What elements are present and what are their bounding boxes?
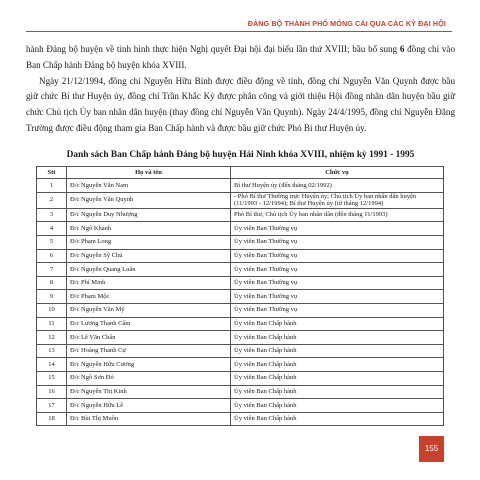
table-row — [37, 317, 444, 331]
row-number: 14 — [37, 358, 67, 372]
table-row — [37, 263, 444, 277]
committee-table — [36, 166, 444, 426]
row-name: Đ/c Hoàng Thanh Cự — [67, 344, 231, 358]
row-number: 11 — [37, 317, 67, 331]
row-name: Đ/c Nguyễn Hữu Cương — [67, 358, 231, 372]
row-role: Ủy viên Ban Chấp hành — [231, 385, 444, 399]
row-name: Đ/c Nguyễn Văn Mỹ — [67, 303, 231, 317]
row-role: Ủy viên Ban Chấp hành — [231, 358, 444, 372]
row-number: 16 — [37, 385, 67, 399]
row-role: Phó Bí thư, Chủ tịch Ủy ban nhân dân (đến tháng 11/1993) — [231, 208, 444, 222]
row-number: 6 — [37, 249, 67, 263]
row-name: Đ/c Bùi Thị Muôn — [67, 412, 231, 426]
row-role: Ủy viên Ban Chấp hành — [231, 371, 444, 385]
header-rule — [26, 31, 452, 32]
row-role: Ủy viên Ban Thường vụ — [231, 303, 444, 317]
row-name: Đ/c Ngô Khanh — [67, 222, 231, 236]
row-number: 12 — [37, 331, 67, 345]
row-name: Đ/c Phạm Mộc — [67, 290, 231, 304]
table-title: Danh sách Ban Chấp hành Đảng bộ huyện Hải Ninh khóa XVIII, nhiệm kỳ 1991 - 1995 — [66, 150, 415, 160]
row-name: Đ/c Lương Thanh Cẩm — [67, 317, 231, 331]
row-name: Đ/c Lê Văn Chấn — [67, 331, 231, 345]
body-text — [26, 42, 455, 137]
row-number: 13 — [37, 344, 67, 358]
table-row — [37, 344, 444, 358]
table-row — [37, 331, 444, 345]
paragraph-1-tail: đồng chí vào Ban Chấp hành Đảng bộ huyện khóa XVIII. — [26, 44, 455, 70]
table-row — [37, 358, 444, 372]
row-number: 15 — [37, 371, 67, 385]
row-role: Bí thư Huyện ủy (đến tháng 02/1992) — [231, 179, 444, 193]
header-name: Họ và tên — [67, 167, 231, 179]
row-name: Đ/c Phí Minh — [67, 276, 231, 290]
row-role: Ủy viên Ban Thường vụ — [231, 263, 444, 277]
table-header-row — [37, 167, 444, 179]
row-number: 8 — [37, 276, 67, 290]
header-stt: Stt — [37, 167, 67, 179]
running-header: ĐẢNG BỘ THÀNH PHỐ MÓNG CÁI QUA CÁC KỲ ĐẠI HỘI — [247, 19, 446, 28]
table-row — [37, 249, 444, 263]
row-name: Đ/c Phạm Long — [67, 235, 231, 249]
row-number: 18 — [37, 412, 67, 426]
row-role: Ủy viên Ban Chấp hành — [231, 412, 444, 426]
row-name: Đ/c Nguyễn Sỹ Chủ — [67, 249, 231, 263]
table-row — [37, 412, 444, 426]
row-number: 7 — [37, 263, 67, 277]
row-role: Ủy viên Ban Chấp hành — [231, 331, 444, 345]
table-row — [37, 276, 444, 290]
row-number: 17 — [37, 399, 67, 413]
table-row — [37, 235, 444, 249]
row-number: 3 — [37, 208, 67, 222]
row-number: 9 — [37, 290, 67, 304]
table-row — [37, 399, 444, 413]
row-role: Ủy viên Ban Thường vụ — [231, 249, 444, 263]
table-row — [37, 208, 444, 222]
table-row — [37, 290, 444, 304]
table-row — [37, 303, 444, 317]
row-role: Ủy viên Ban Thường vụ — [231, 222, 444, 236]
table-row — [37, 385, 444, 399]
row-role: - Phó Bí thư Thường trực Huyện ủy; Chủ tịch Ủy ban nhân dân huyện (11/1993 - 12/1994); Bí thư Huyện ủy (từ tháng 12/1994) — [231, 192, 444, 208]
row-role: Ủy viên Ban Chấp hành — [231, 399, 444, 413]
row-role: Ủy viên Ban Thường vụ — [231, 235, 444, 249]
row-name: Đ/c Nguyễn Hữu Lễ — [67, 399, 231, 413]
paragraph-2 — [26, 74, 455, 137]
row-name: Đ/c Nguyễn Thị Kinh — [67, 385, 231, 399]
row-role: Ủy viên Ban Thường vụ — [231, 276, 444, 290]
table-body — [37, 179, 444, 426]
page-number: 155 — [419, 436, 444, 462]
row-name: Đ/c Nguyễn Văn Nam — [67, 179, 231, 193]
row-name: Đ/c Ngô Sơn Đỏ — [67, 371, 231, 385]
header-role: Chức vụ — [231, 167, 444, 179]
row-number: 5 — [37, 235, 67, 249]
row-role: Ủy viên Ban Chấp hành — [231, 344, 444, 358]
row-name: Đ/c Nguyễn Duy Nhượng — [67, 208, 231, 222]
table-row — [37, 371, 444, 385]
row-number: 4 — [37, 222, 67, 236]
paragraph-1-bold: 6 — [399, 44, 405, 54]
paragraph-1 — [26, 42, 455, 74]
row-role: Ủy viên Ban Chấp hành — [231, 317, 444, 331]
row-role: Ủy viên Ban Thường vụ — [231, 290, 444, 304]
table-row — [37, 179, 444, 193]
table-row — [37, 192, 444, 208]
row-name: Đ/c Nguyễn Quang Luân — [67, 263, 231, 277]
row-name: Đ/c Nguyễn Văn Quynh — [67, 192, 231, 208]
paragraph-1-text: hành Đảng bộ huyện về tình hình thực hiện Nghị quyết Đại hội đại biểu lần thứ XVIII; bầu bổ sung — [26, 44, 400, 54]
row-number: 10 — [37, 303, 67, 317]
row-number: 1 — [37, 179, 67, 193]
row-number: 2 — [37, 192, 67, 208]
table-row — [37, 222, 444, 236]
paragraph-2-text: Ngày 21/12/1994, đồng chí Nguyễn Hữu Bính được điều động về tỉnh, đồng chí Nguyễn Văn Quynh được bầu giữ chức Bí thư Huyện ủy, đồng chí Trần Khắc Kỷ được phân công và giới thiệu Hội đồng nhân dân huyện bầu giữ chức Chủ tịch Ủy ban nhân dân huyện (thay đồng chí Nguyễn Văn Quynh). Ngày 24/4/1995, đồng chí Nguyễn Đăng Trường được điều động tham gia Ban Chấp hành và được bầu giữ chức Phó Bí thư Huyện ủy. — [26, 75, 455, 133]
